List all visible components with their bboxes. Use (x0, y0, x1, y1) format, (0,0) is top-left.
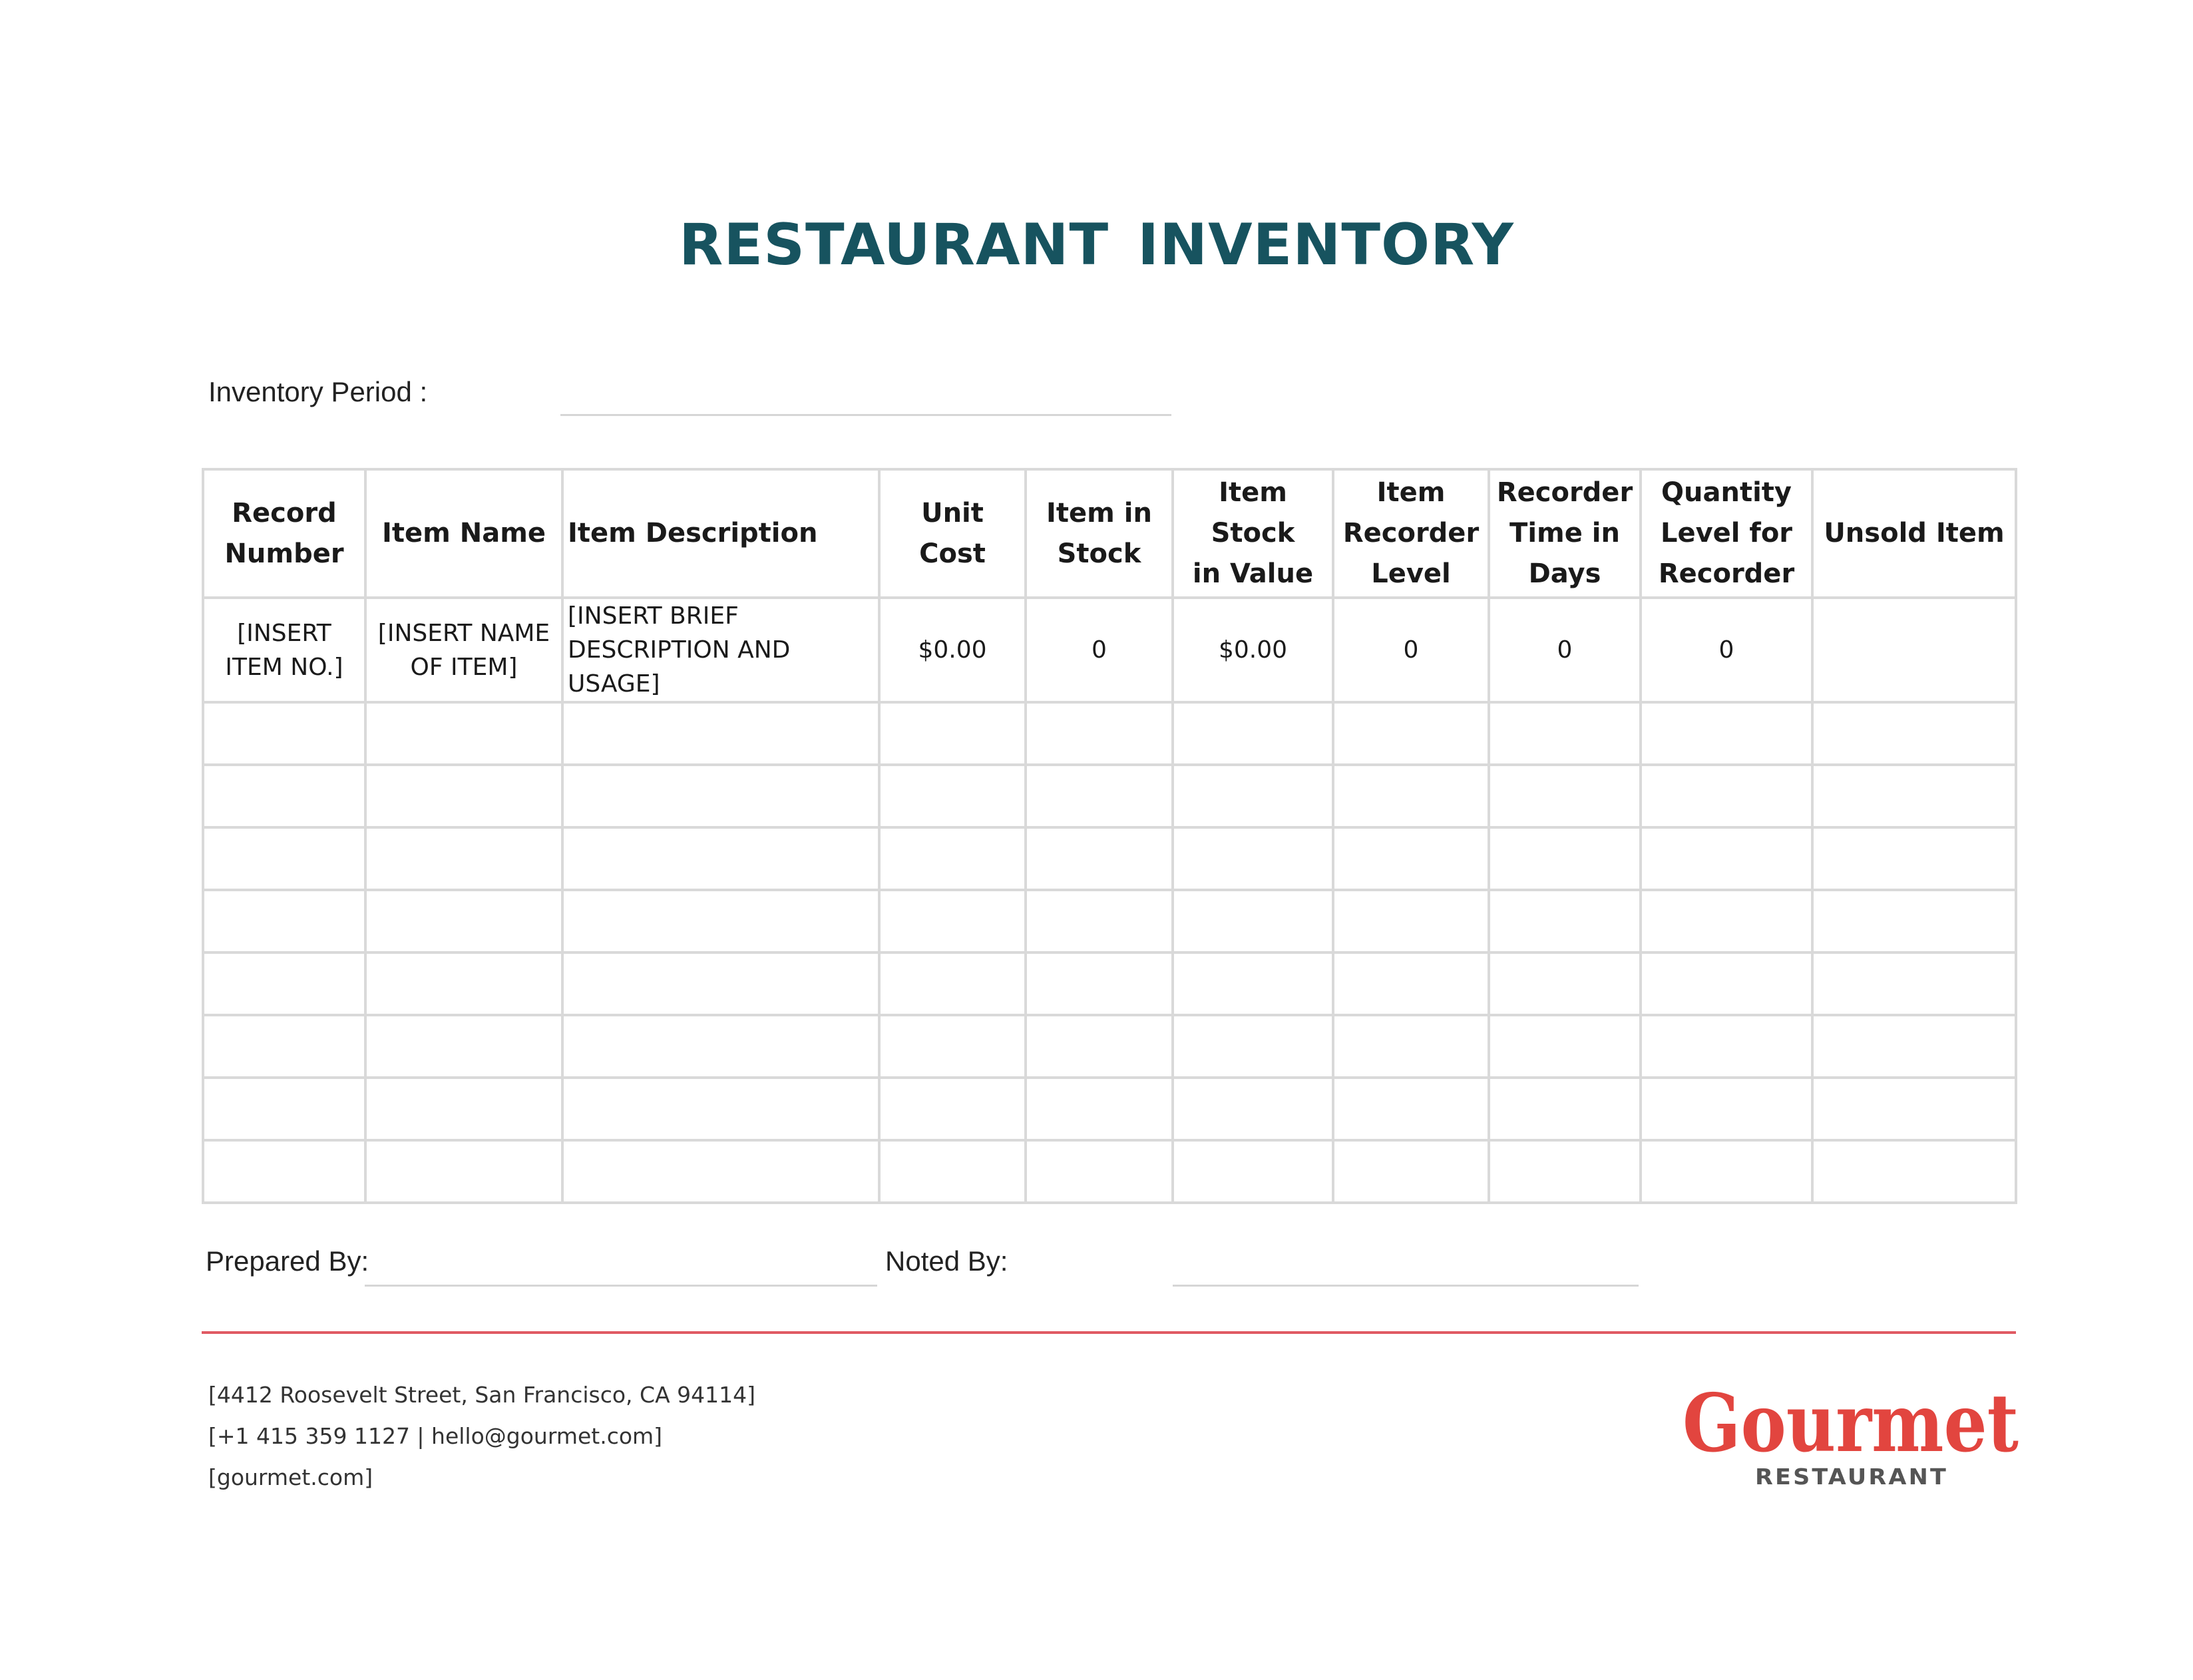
table-row (203, 890, 2016, 952)
table-cell-unit-cost[interactable] (879, 952, 1026, 1015)
table-cell-record-number[interactable] (203, 952, 365, 1015)
header-text-line: Recorder (1496, 477, 1633, 508)
table-cell-record-number[interactable] (203, 1140, 365, 1203)
table-cell-unit-cost[interactable] (879, 890, 1026, 952)
table-cell-item-name[interactable] (365, 890, 562, 952)
cell-text-line: $0.00 (1218, 636, 1288, 664)
table-cell-item-in-stock[interactable] (1026, 890, 1173, 952)
table-cell-recorder-time-in-days[interactable] (1489, 1015, 1641, 1078)
table-cell-item-description[interactable] (562, 952, 879, 1015)
table-cell-recorder-time-in-days[interactable] (1489, 598, 1641, 702)
table-cell-item-name[interactable] (365, 827, 562, 890)
noted-by-label: Noted By: (885, 1245, 1008, 1277)
cell-text-line: OF ITEM] (410, 653, 518, 681)
table-cell-unit-cost[interactable] (879, 1015, 1026, 1078)
header-text-line: in Value (1192, 558, 1314, 589)
column-header-item-name (365, 469, 562, 598)
table-cell-unit-cost[interactable] (879, 702, 1026, 765)
table-cell-item-stock-in-value[interactable] (1173, 827, 1333, 890)
table-cell-unsold-item[interactable] (1812, 1015, 2016, 1078)
header-text-line: Number (224, 538, 344, 569)
table-cell-unsold-item[interactable] (1812, 827, 2016, 890)
table-cell-unit-cost[interactable] (879, 765, 1026, 827)
header-text-line: Level for (1660, 518, 1793, 548)
table-cell-recorder-time-in-days[interactable] (1489, 702, 1641, 765)
table-cell-item-description[interactable] (562, 1015, 879, 1078)
table-cell-record-number[interactable] (203, 827, 365, 890)
table-cell-unit-cost[interactable] (879, 827, 1026, 890)
table-cell-unsold-item[interactable] (1812, 890, 2016, 952)
table-cell-item-stock-in-value[interactable] (1173, 1078, 1333, 1140)
table-cell-quantity-level-for-recorder[interactable] (1641, 952, 1812, 1015)
inventory-table-container (202, 468, 2017, 1204)
footer-website: [gourmet.com] (208, 1464, 373, 1490)
table-cell-record-number[interactable] (203, 598, 365, 702)
table-cell-item-recorder-level[interactable] (1333, 827, 1489, 890)
header-text-line: Item Description (568, 518, 818, 548)
header-text-line: Recorder (1342, 518, 1480, 548)
table-cell-item-in-stock[interactable] (1026, 1015, 1173, 1078)
table-cell-item-stock-in-value[interactable] (1173, 890, 1333, 952)
table-cell-item-description[interactable] (562, 827, 879, 890)
table-cell-item-name[interactable] (365, 952, 562, 1015)
table-cell-item-description[interactable] (562, 702, 879, 765)
logo-tagline: RESTAURANT (1755, 1464, 1948, 1490)
table-row (203, 702, 2016, 765)
table-cell-item-description[interactable] (562, 1140, 879, 1203)
table-cell-quantity-level-for-recorder[interactable] (1641, 1015, 1812, 1078)
table-row (203, 1078, 2016, 1140)
header-text-line: Recorder (1658, 558, 1795, 589)
prepared-by-label: Prepared By: (206, 1245, 369, 1277)
table-cell-unsold-item[interactable] (1812, 952, 2016, 1015)
table-cell-item-stock-in-value[interactable] (1173, 702, 1333, 765)
table-cell-item-stock-in-value[interactable] (1173, 598, 1333, 702)
table-cell-recorder-time-in-days[interactable] (1489, 890, 1641, 952)
table-cell-unsold-item[interactable] (1812, 1078, 2016, 1140)
table-cell-unsold-item[interactable] (1812, 765, 2016, 827)
table-row (203, 598, 2016, 702)
table-cell-unsold-item[interactable] (1812, 702, 2016, 765)
table-cell-recorder-time-in-days[interactable] (1489, 1078, 1641, 1140)
header-text-line: Item (1376, 477, 1446, 508)
table-cell-quantity-level-for-recorder[interactable] (1641, 765, 1812, 827)
table-cell-record-number[interactable] (203, 765, 365, 827)
inventory-period-label: Inventory Period : (208, 376, 428, 407)
header-text-line: Item Stock (1211, 477, 1295, 548)
table-cell-record-number[interactable] (203, 1015, 365, 1078)
cell-text-line: 0 (1557, 636, 1573, 664)
cell-text-line: DESCRIPTION AND USAGE] (568, 636, 791, 698)
column-header-recorder-time-in-days (1489, 469, 1641, 598)
table-row (203, 827, 2016, 890)
table-cell-quantity-level-for-recorder[interactable] (1641, 598, 1812, 702)
table-cell-record-number[interactable] (203, 702, 365, 765)
column-header-quantity-level-for-recorder (1641, 469, 1812, 598)
header-text-line: Record (232, 497, 337, 528)
table-cell-item-name[interactable] (365, 1015, 562, 1078)
table-row (203, 1140, 2016, 1203)
table-cell-item-recorder-level[interactable] (1333, 702, 1489, 765)
table-cell-record-number[interactable] (203, 1078, 365, 1140)
table-cell-item-in-stock[interactable] (1026, 702, 1173, 765)
cell-text-line: 0 (1403, 636, 1419, 664)
table-cell-quantity-level-for-recorder[interactable] (1641, 890, 1812, 952)
table-cell-item-name[interactable] (365, 598, 562, 702)
header-text-line: Time in (1509, 518, 1620, 548)
logo-wordmark: Gourmet (1683, 1376, 2019, 1470)
cell-text-line: $0.00 (918, 636, 987, 664)
table-cell-item-recorder-level[interactable] (1333, 765, 1489, 827)
header-text-line: Unsold Item (1824, 518, 2005, 548)
table-row (203, 1015, 2016, 1078)
cell-text-line: [INSERT BRIEF (568, 602, 739, 630)
table-cell-item-name[interactable] (365, 765, 562, 827)
column-header-record-number (203, 469, 365, 598)
table-cell-quantity-level-for-recorder[interactable] (1641, 827, 1812, 890)
table-cell-quantity-level-for-recorder[interactable] (1641, 1140, 1812, 1203)
table-cell-item-recorder-level[interactable] (1333, 1015, 1489, 1078)
table-cell-item-in-stock[interactable] (1026, 1140, 1173, 1203)
table-cell-item-name[interactable] (365, 702, 562, 765)
table-cell-item-description[interactable] (562, 890, 879, 952)
table-cell-item-recorder-level[interactable] (1333, 1140, 1489, 1203)
column-header-item-in-stock (1026, 469, 1173, 598)
table-cell-item-description[interactable] (562, 598, 879, 702)
footer-phone-email: [+1 415 359 1127 | hello@gourmet.com] (208, 1423, 663, 1449)
table-cell-item-in-stock[interactable] (1026, 765, 1173, 827)
table-cell-item-in-stock[interactable] (1026, 598, 1173, 702)
table-cell-item-recorder-level[interactable] (1333, 1078, 1489, 1140)
footer-address: [4412 Roosevelt Street, San Francisco, CA 94114] (208, 1382, 755, 1408)
table-cell-recorder-time-in-days[interactable] (1489, 1140, 1641, 1203)
column-header-unit-cost (879, 469, 1026, 598)
header-text-line: Stock (1057, 538, 1141, 569)
page-title: RESTAURANT INVENTORY (679, 212, 1514, 278)
footer-divider (202, 1331, 2016, 1334)
table-cell-item-recorder-level[interactable] (1333, 890, 1489, 952)
table-cell-item-name[interactable] (365, 1140, 562, 1203)
table-cell-unsold-item[interactable] (1812, 1140, 2016, 1203)
cell-text-line: ITEM NO.] (225, 653, 343, 681)
column-header-item-recorder-level (1333, 469, 1489, 598)
table-cell-unsold-item[interactable] (1812, 598, 2016, 702)
table-cell-unit-cost[interactable] (879, 598, 1026, 702)
table-cell-item-stock-in-value[interactable] (1173, 1015, 1333, 1078)
header-text-line: Item in (1046, 497, 1152, 528)
cell-text-line: [INSERT NAME (377, 619, 550, 647)
table-cell-item-description[interactable] (562, 1078, 879, 1140)
table-cell-item-stock-in-value[interactable] (1173, 765, 1333, 827)
prepared-by-field[interactable] (365, 1285, 877, 1287)
table-cell-item-description[interactable] (562, 765, 879, 827)
table-cell-item-in-stock[interactable] (1026, 1078, 1173, 1140)
table-row (203, 952, 2016, 1015)
table-cell-item-stock-in-value[interactable] (1173, 952, 1333, 1015)
cell-text-line: [INSERT (237, 619, 331, 647)
table-body (203, 598, 2016, 1203)
cell-text-line: 0 (1092, 636, 1107, 664)
header-text-line: Days (1528, 558, 1601, 589)
header-text-line: Quantity (1661, 477, 1792, 508)
column-header-item-description (562, 469, 879, 598)
table-cell-item-in-stock[interactable] (1026, 827, 1173, 890)
table-cell-item-in-stock[interactable] (1026, 952, 1173, 1015)
column-header-unsold-item (1812, 469, 2016, 598)
header-text-line: Level (1371, 558, 1451, 589)
table-cell-item-recorder-level[interactable] (1333, 598, 1489, 702)
table-cell-quantity-level-for-recorder[interactable] (1641, 702, 1812, 765)
table-cell-item-stock-in-value[interactable] (1173, 1140, 1333, 1203)
table-cell-item-name[interactable] (365, 1078, 562, 1140)
table-cell-quantity-level-for-recorder[interactable] (1641, 1078, 1812, 1140)
table-cell-unit-cost[interactable] (879, 1140, 1026, 1203)
header-text-line: Unit Cost (919, 497, 986, 569)
column-header-item-stock-in-value (1173, 469, 1333, 598)
table-cell-unit-cost[interactable] (879, 1078, 1026, 1140)
gourmet-logo (1677, 1378, 2023, 1491)
cell-text-line: 0 (1718, 636, 1734, 664)
table-header-row (203, 469, 2016, 598)
table-cell-recorder-time-in-days[interactable] (1489, 765, 1641, 827)
inventory-period-field[interactable] (560, 414, 1171, 416)
table-cell-recorder-time-in-days[interactable] (1489, 827, 1641, 890)
table-cell-record-number[interactable] (203, 890, 365, 952)
table-cell-item-recorder-level[interactable] (1333, 952, 1489, 1015)
header-text-line: Item Name (381, 518, 546, 548)
table-row (203, 765, 2016, 827)
inventory-table (202, 468, 2017, 1204)
table-cell-recorder-time-in-days[interactable] (1489, 952, 1641, 1015)
noted-by-field[interactable] (1173, 1285, 1639, 1287)
